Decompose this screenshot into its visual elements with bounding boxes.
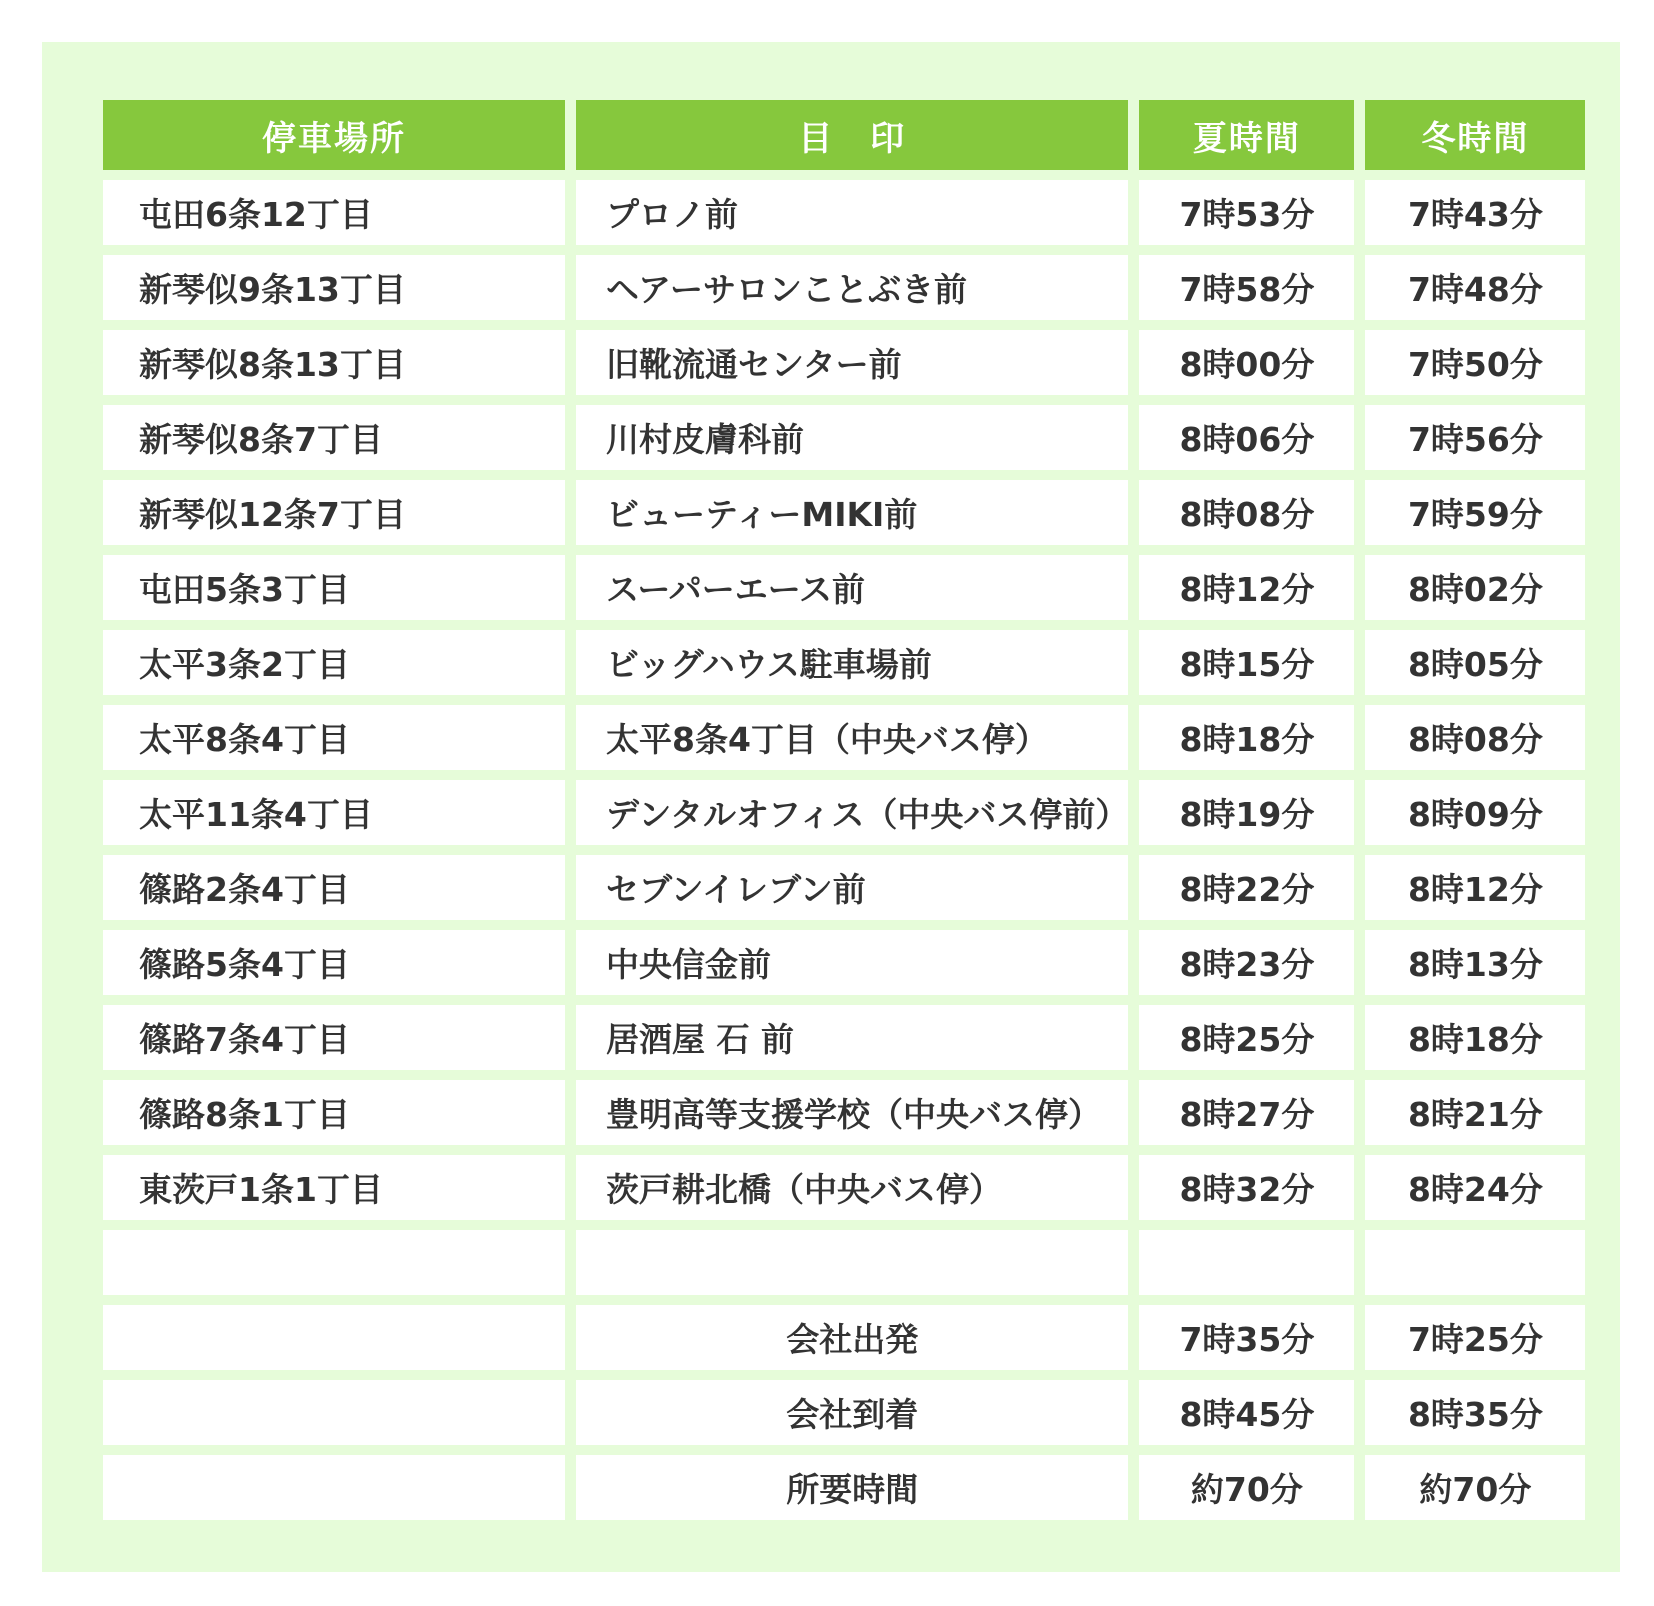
summer-time-cell: 8時25分	[1139, 1005, 1354, 1070]
summer-time-cell: 7時58分	[1139, 255, 1354, 320]
stop-cell	[103, 1230, 565, 1295]
table-row	[103, 1005, 1585, 1070]
winter-time-cell: 8時09分	[1365, 780, 1585, 845]
summer-time-cell: 8時18分	[1139, 705, 1354, 770]
table-row	[103, 480, 1585, 545]
summer-time-cell: 7時35分	[1139, 1305, 1354, 1370]
summer-time-cell: 8時22分	[1139, 855, 1354, 920]
table-row	[103, 705, 1585, 770]
table-row	[103, 1080, 1585, 1145]
summer-time-cell: 7時53分	[1139, 180, 1354, 245]
summary-row-duration	[103, 1455, 1585, 1520]
landmark-cell: スーパーエース前	[576, 555, 1128, 620]
table-row	[103, 930, 1585, 995]
winter-time-cell: 7時43分	[1365, 180, 1585, 245]
table-row	[103, 780, 1585, 845]
landmark-cell: 豊明高等支援学校（中央バス停）	[576, 1080, 1128, 1145]
summer-time-cell: 8時08分	[1139, 480, 1354, 545]
winter-time-cell: 8時21分	[1365, 1080, 1585, 1145]
stop-cell: 新琴似8条13丁目	[103, 330, 565, 395]
winter-time-cell: 7時56分	[1365, 405, 1585, 470]
table-row	[103, 180, 1585, 245]
landmark-cell: 中央信金前	[576, 930, 1128, 995]
summer-time-cell: 8時23分	[1139, 930, 1354, 995]
table-row	[103, 255, 1585, 320]
stop-cell: 屯田6条12丁目	[103, 180, 565, 245]
header-stop: 停車場所	[103, 100, 565, 170]
landmark-cell: 太平8条4丁目（中央バス停）	[576, 705, 1128, 770]
table-row	[103, 555, 1585, 620]
winter-time-cell: 7時48分	[1365, 255, 1585, 320]
stop-cell: 篠路8条1丁目	[103, 1080, 565, 1145]
winter-time-cell: 8時02分	[1365, 555, 1585, 620]
winter-time-cell: 8時08分	[1365, 705, 1585, 770]
summer-time-cell	[1139, 1230, 1354, 1295]
empty-row	[103, 1230, 1585, 1295]
winter-time-cell: 8時18分	[1365, 1005, 1585, 1070]
winter-time-cell: 8時05分	[1365, 630, 1585, 695]
summary-row-departure	[103, 1305, 1585, 1370]
table-row	[103, 330, 1585, 395]
header-winter-time: 冬時間	[1365, 100, 1585, 170]
stop-cell: 新琴似9条13丁目	[103, 255, 565, 320]
winter-time-cell: 7時25分	[1365, 1305, 1585, 1370]
empty-cell	[103, 1380, 565, 1445]
stop-cell: 太平8条4丁目	[103, 705, 565, 770]
summer-time-cell: 8時06分	[1139, 405, 1354, 470]
table-row	[103, 855, 1585, 920]
stop-cell: 太平3条2丁目	[103, 630, 565, 695]
stop-cell: 東茨戸1条1丁目	[103, 1155, 565, 1220]
landmark-cell: デンタルオフィス（中央バス停前）	[576, 780, 1128, 845]
summary-label: 所要時間	[576, 1455, 1128, 1520]
summer-time-cell: 8時12分	[1139, 555, 1354, 620]
empty-cell	[103, 1455, 565, 1520]
landmark-cell	[576, 1230, 1128, 1295]
bus-schedule-table	[92, 90, 1596, 1530]
summary-label: 会社出発	[576, 1305, 1128, 1370]
empty-cell	[103, 1305, 565, 1370]
table-row	[103, 405, 1585, 470]
winter-time-cell: 8時13分	[1365, 930, 1585, 995]
landmark-cell: セブンイレブン前	[576, 855, 1128, 920]
landmark-cell: ヘアーサロンことぶき前	[576, 255, 1128, 320]
table-row	[103, 630, 1585, 695]
header-summer-time: 夏時間	[1139, 100, 1354, 170]
summer-time-cell: 8時15分	[1139, 630, 1354, 695]
stop-cell: 篠路7条4丁目	[103, 1005, 565, 1070]
summary-row-arrival	[103, 1380, 1585, 1445]
landmark-cell: 茨戸耕北橋（中央バス停）	[576, 1155, 1128, 1220]
winter-time-cell: 8時12分	[1365, 855, 1585, 920]
summer-time-cell: 8時32分	[1139, 1155, 1354, 1220]
header-row	[103, 100, 1585, 170]
landmark-cell: ビッグハウス駐車場前	[576, 630, 1128, 695]
landmark-cell: ビューティーMIKI前	[576, 480, 1128, 545]
table-row	[103, 1155, 1585, 1220]
winter-time-cell: 8時24分	[1365, 1155, 1585, 1220]
schedule-panel	[42, 42, 1620, 1572]
landmark-cell: 旧靴流通センター前	[576, 330, 1128, 395]
summary-label: 会社到着	[576, 1380, 1128, 1445]
summer-time-cell: 約70分	[1139, 1455, 1354, 1520]
stop-cell: 新琴似8条7丁目	[103, 405, 565, 470]
stop-cell: 太平11条4丁目	[103, 780, 565, 845]
winter-time-cell: 7時50分	[1365, 330, 1585, 395]
summer-time-cell: 8時27分	[1139, 1080, 1354, 1145]
summer-time-cell: 8時45分	[1139, 1380, 1354, 1445]
landmark-cell: 居酒屋 石 前	[576, 1005, 1128, 1070]
summer-time-cell: 8時00分	[1139, 330, 1354, 395]
header-landmark: 目 印	[576, 100, 1128, 170]
stop-cell: 篠路5条4丁目	[103, 930, 565, 995]
stop-cell: 新琴似12条7丁目	[103, 480, 565, 545]
winter-time-cell: 8時35分	[1365, 1380, 1585, 1445]
stop-cell: 篠路2条4丁目	[103, 855, 565, 920]
summer-time-cell: 8時19分	[1139, 780, 1354, 845]
landmark-cell: 川村皮膚科前	[576, 405, 1128, 470]
winter-time-cell: 約70分	[1365, 1455, 1585, 1520]
winter-time-cell: 7時59分	[1365, 480, 1585, 545]
landmark-cell: プロノ前	[576, 180, 1128, 245]
winter-time-cell	[1365, 1230, 1585, 1295]
stop-cell: 屯田5条3丁目	[103, 555, 565, 620]
